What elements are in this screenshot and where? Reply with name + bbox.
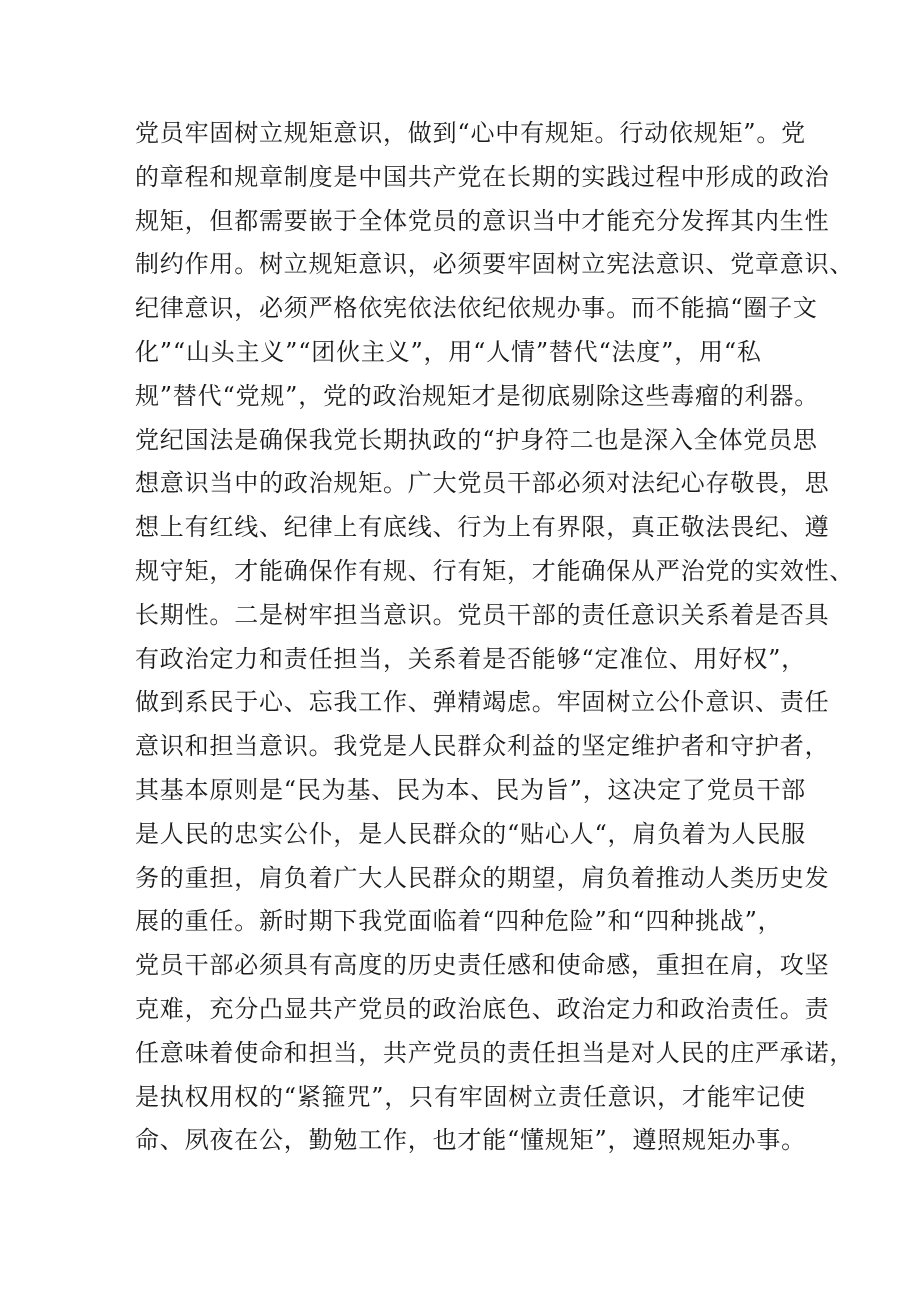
text-line: 规守矩，才能确保作有规、行有矩，才能确保从严治党的实效性、 (135, 556, 855, 585)
text-line: 务的重担，肩负着广大人民群众的期望，肩负着推动人类历史发 (135, 863, 830, 892)
text-line: 纪律意识，必须严格依宪依法依纪依规办事。而不能搞“圈子文 (135, 294, 818, 323)
text-line: 是人民的忠实公仆，是人民群众的“贴心人“，肩负着为人民服 (135, 819, 806, 848)
text-line: 克难，充分凸显共产党员的政治底色、政治定力和政治责任。责 (135, 994, 830, 1023)
text-line: 党纪国法是确保我党长期执政的“护身符二也是深入全体党员思 (135, 425, 818, 454)
text-line: 展的重任。新时期下我党面临着“四种危险”和“四种挑战”， (135, 907, 783, 936)
text-line: 规”替代“党规”，党的政治规矩才是彻底剔除这些毒瘤的利器。 (135, 381, 820, 410)
text-line: 的章程和规章制度是中国共产党在长期的实践过程中形成的政治 (135, 162, 830, 191)
text-line: 其基本原则是“民为基、民为本、民为旨”，这决定了党员干部 (135, 775, 806, 804)
text-line: 想上有红线、纪律上有底线、行为上有界限，真正敬法畏纪、遵 (135, 513, 830, 542)
text-line: 有政治定力和责任担当，关系着是否能够“定准位、用好权”， (135, 644, 806, 673)
text-line: 做到系民于心、忘我工作、弹精竭虑。牢固树立公仆意识、责任 (135, 688, 830, 717)
text-line: 意识和担当意识。我党是人民群众利益的坚定维护者和守护者， (135, 732, 830, 761)
text-line: 党员牢固树立规矩意识，做到“心中有规矩。行动依规矩”。党 (135, 119, 806, 147)
text-line: 规矩，但都需要嵌于全体党员的意识当中才能充分发挥其内生性 (135, 206, 830, 235)
text-line: 制约作用。树立规矩意识，必须要牢固树立宪法意识、党章意识、 (135, 250, 855, 279)
text-line: 党员干部必须具有高度的历史责任感和使命感，重担在肩，攻坚 (135, 951, 830, 980)
text-line: 命、夙夜在公，勤勉工作，也才能“懂规矩”，遵照规矩办事。 (135, 1126, 806, 1155)
text-line: 化”“山头主义”“团伙主义”，用“人情”替代“法度”，用“私 (135, 337, 762, 366)
text-line: 长期性。二是树牢担当意识。党员干部的责任意识关系着是否具 (135, 600, 830, 629)
text-line: 任意味着使命和担当，共产党员的责任担当是对人民的庄严承诺， (135, 1038, 855, 1067)
text-line: 想意识当中的政治规矩。广大党员干部必须对法纪心存敬畏，思 (135, 469, 830, 498)
body-text (135, 112, 855, 1163)
text-line: 是执权用权的“紧箍咒”，只有牢固树立责任意识，才能牢记使 (135, 1082, 806, 1111)
